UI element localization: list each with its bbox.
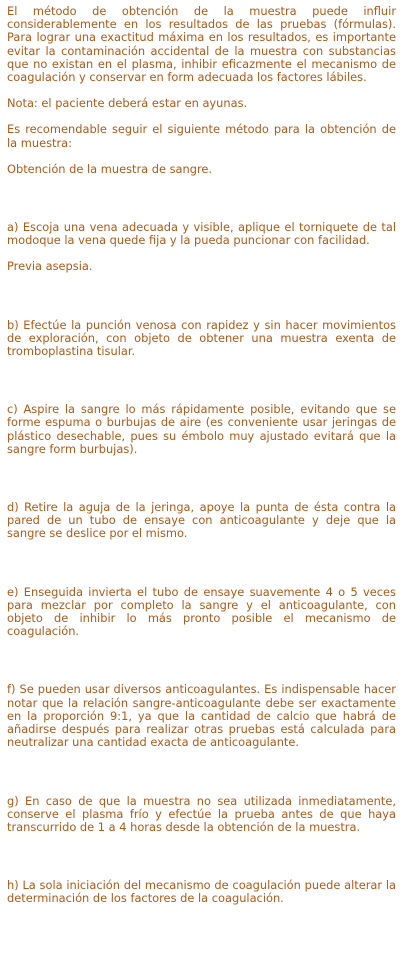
- step-g: g) En caso de que la muestra no sea utilizada inmediatamente, conserve el plasma frío y efectúe la prueba antes de que haya transcurrido de 1 a 4 horas desde la obtención de la muestra.: [7, 793, 396, 834]
- step-d: d) Retire la aguja de la jeringa, apoye la punta de ésta contra la pared de un tubo de ensaye con anticoagulante y deje que la sangre se deslice por el mismo.: [7, 500, 396, 541]
- step-a: a) Escoja una vena adecuada y visible, aplique el torniquete de tal modoque la vena quede fija y la pueda puncionar con facilidad.: [7, 220, 396, 248]
- step-h: h) La sola iniciación del mecanismo de coagulación puede alterar la determinación de los factores de la coagulación.: [7, 878, 396, 906]
- asepsis-note: Previa asepsia.: [7, 259, 93, 274]
- fasting-note: Nota: el paciente deberá estar en ayunas.: [7, 96, 248, 111]
- section-heading: Obtención de la muestra de sangre.: [7, 161, 213, 176]
- step-f: f) Se pueden usar diversos anticoagulantes. Es indispensable hacer notar que la relación sangre-anticoagulante debe ser exactamente en la proporción 9:1, ya que la cantidad de calcio que habrá de añadirse después para realizar otras pruebas está calculada para neutralizar una cantidad exacta de anticoagulante.: [7, 682, 396, 750]
- step-b: b) Efectúe la punción venosa con rapidez y sin hacer movimientos de exploración, con objeto de obtener una muestra exenta de tromboplastina tisular.: [7, 317, 396, 359]
- intro-paragraph: El método de obtención de la muestra puede influir considerablemente en los resultados de las pruebas (fórmulas). Para lograr una exactitud máxima en los resultados, es importante evitar la contaminación accidental de la muestra con substancias que no existan en el plasma, inhibir eficazmente el mecanismo de coagulación y conservar en form adecuada los factores lábiles.: [7, 4, 396, 85]
- step-c: c) Aspire la sangre lo más rápidamente posible, evitando que se forme espuma o burbujas de aire (es conveniente usar jeringas de plástico desechable, pues su émbolo muy ajustado evitará que la sangre form burbujas).: [7, 402, 396, 456]
- recommendation-paragraph: Es recomendable seguir el siguiente método para la obtención de la muestra:: [7, 122, 396, 150]
- step-e: e) Enseguida invierta el tubo de ensaye suavemente 4 o 5 veces para mezclar por completo la sangre y el anticoagulante, con objeto de inhibir lo más pronto posible el mecanismo de coagulación.: [7, 584, 396, 639]
